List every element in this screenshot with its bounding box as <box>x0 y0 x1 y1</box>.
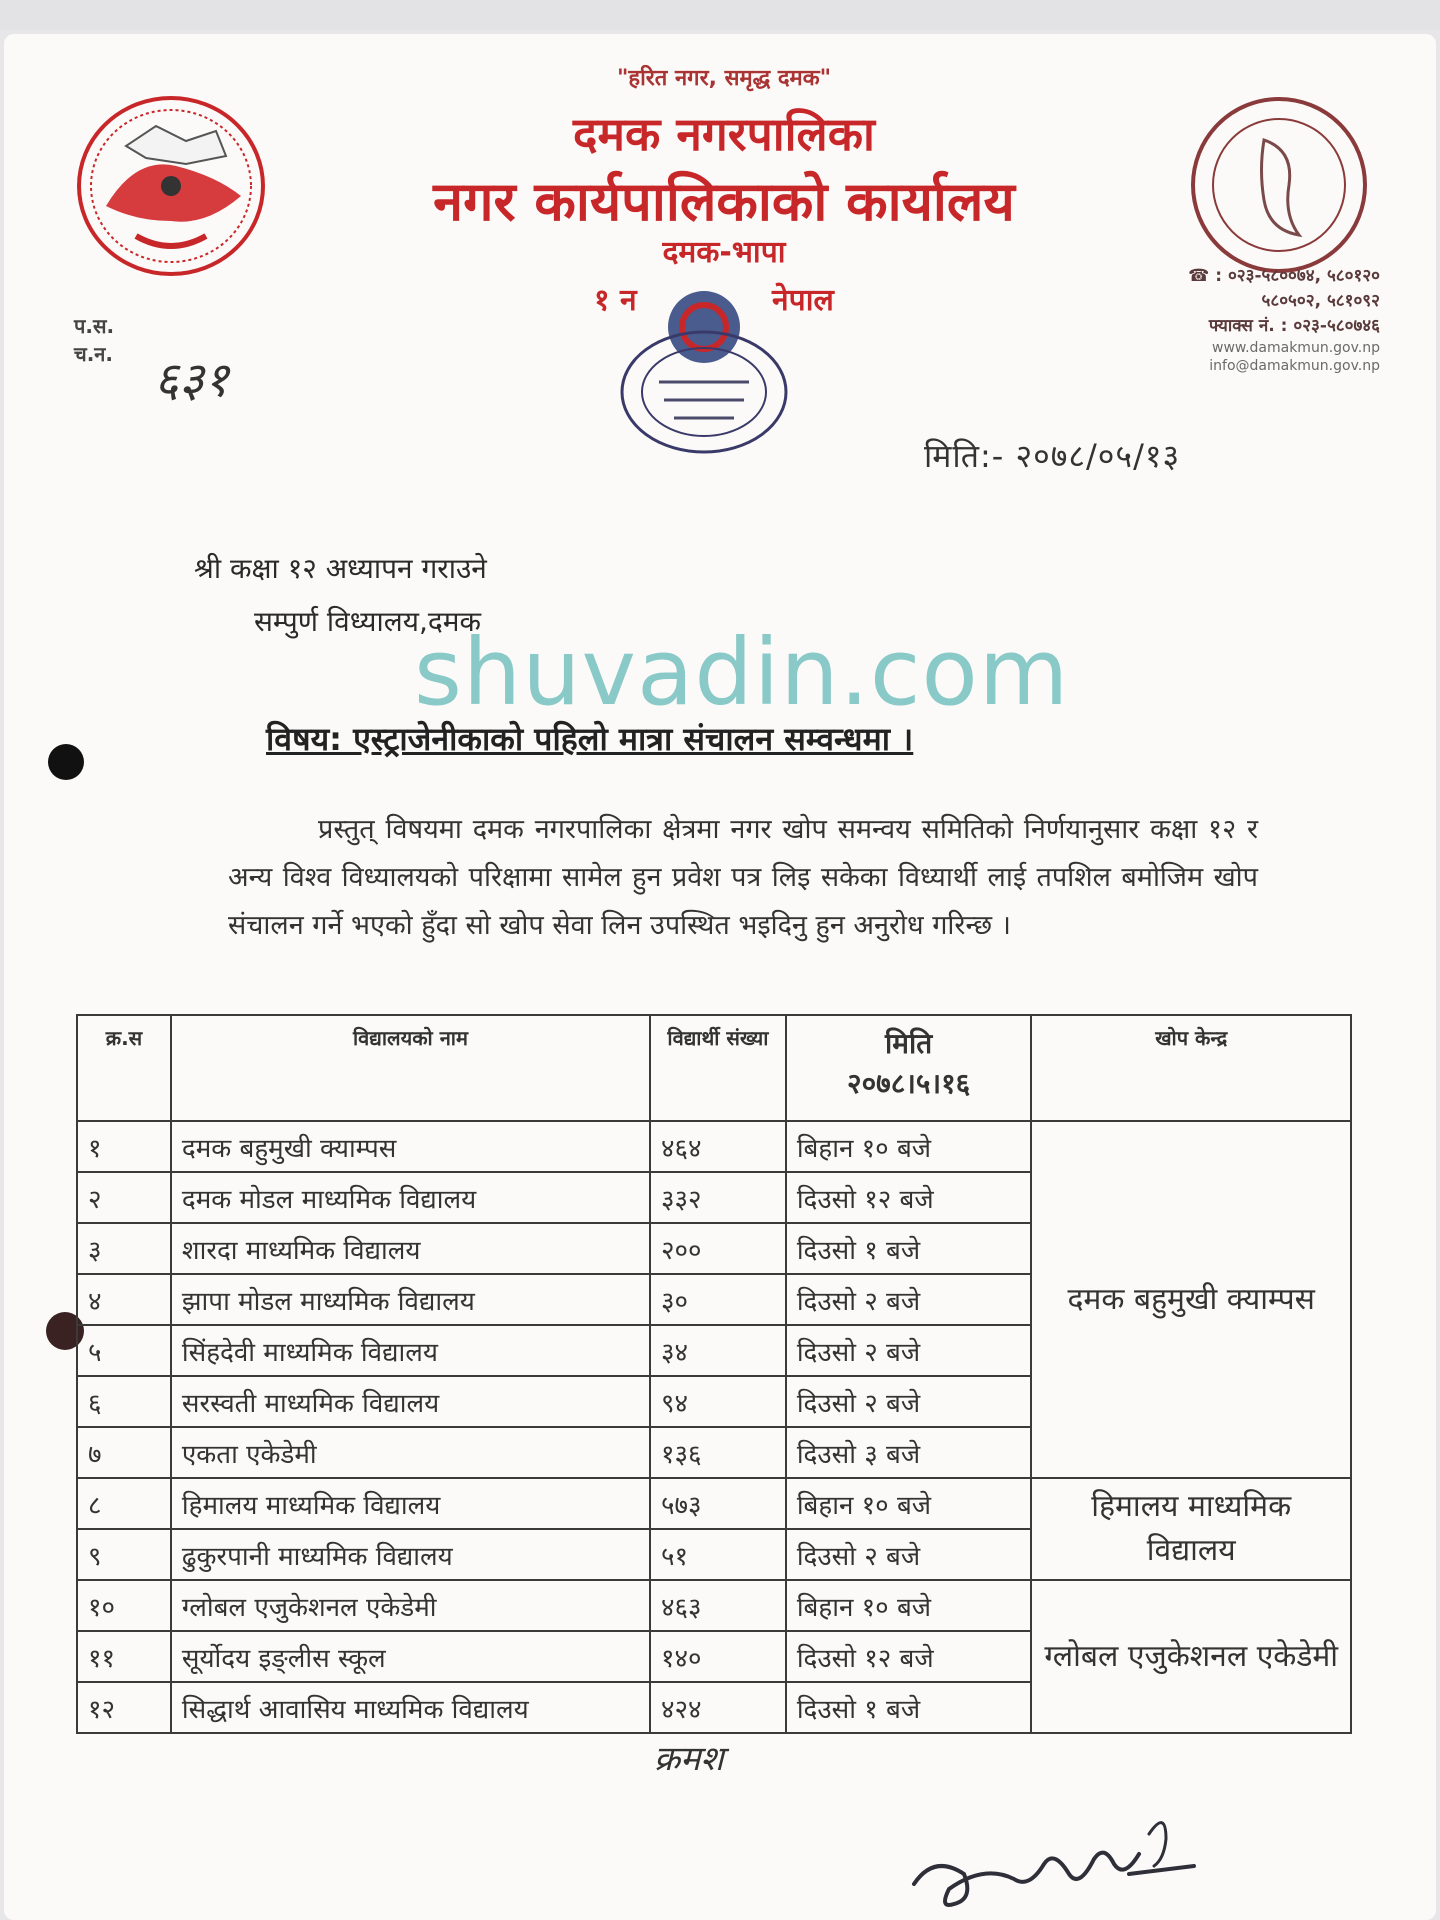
table-row <box>77 1478 1351 1529</box>
cell-time: दिउसो ३ बजे <box>786 1427 1032 1478</box>
vaccination-schedule-table <box>76 1014 1352 1734</box>
letter-date: मिति:- २०७८/०५/१३ <box>924 437 1181 475</box>
cell-school: हिमालय माध्यमिक विद्यालय <box>171 1478 650 1529</box>
cell-sn: ९ <box>77 1529 171 1580</box>
cell-school: सूर्योदय इङ्लीस स्कूल <box>171 1631 650 1682</box>
phone-line-2: ५८०५०२, ५८१०९२ <box>1261 291 1380 311</box>
header-center: खोप केन्द्र <box>1031 1015 1351 1121</box>
cell-sn: ११ <box>77 1631 171 1682</box>
cell-school: दमक मोडल माध्यमिक विद्यालय <box>171 1172 650 1223</box>
body-text: प्रस्तुत् विषयमा दमक नगरपालिका क्षेत्रमा नगर खोप समन्वय समितिको निर्णयानुसार कक्षा १२ र अन्य विश्व विध्यालयको परिक्षामा सामेल हुन प्रवेश पत्र लिइ सकेका विध्यार्थी लाई तपशिल बमोजिम खोप संचालन गर्ने भएको हुँदा सो खोप सेवा लिन उपस्थित भइदिनु हुन अनुरोध गरिन्छ । <box>228 814 1258 941</box>
cell-school: सरस्वती माध्यमिक विद्यालय <box>171 1376 650 1427</box>
cell-time: बिहान १० बजे <box>786 1580 1032 1631</box>
ps-label: प.स. <box>74 314 115 338</box>
email: info@damakmun.gov.np <box>1209 358 1380 374</box>
website: www.damakmun.gov.np <box>1212 340 1380 356</box>
cell-count: ४२४ <box>650 1682 786 1733</box>
cell-school: सिद्धार्थ आवासिय माध्यमिक विद्यालय <box>171 1682 650 1733</box>
table-header-row <box>77 1015 1351 1121</box>
header-date <box>786 1015 1032 1121</box>
cell-time: दिउसो २ बजे <box>786 1325 1032 1376</box>
cell-sn: २ <box>77 1172 171 1223</box>
cell-time: दिउसो १ बजे <box>786 1223 1032 1274</box>
header-date-label: मिति <box>885 1027 933 1060</box>
cn-label: च.न. <box>74 342 113 366</box>
cell-count: ४६३ <box>650 1580 786 1631</box>
cell-school: सिंहदेवी माध्यमिक विद्यालय <box>171 1325 650 1376</box>
watermark: shuvadin.com <box>414 619 1070 726</box>
cell-count: ४६४ <box>650 1121 786 1172</box>
subject-line: विषय: एस्ट्राजेनीकाको पहिलो मात्रा संचालन सम्वन्धमा । <box>266 720 914 758</box>
center-cell-2: हिमालय माध्यमिक विद्यालय <box>1031 1478 1351 1580</box>
reference-labels <box>74 312 114 368</box>
fax-line: फ्याक्स नं. : ०२३-५८०७४६ <box>1208 316 1380 336</box>
table-row <box>77 1121 1351 1172</box>
cell-time: दिउसो १२ बजे <box>786 1631 1032 1682</box>
municipality-name: दमक नगरपालिका <box>573 107 875 161</box>
addressee-line-2: सम्पुर्ण विध्यालय,दमक <box>254 605 481 638</box>
continued-note: क्रमश <box>654 1739 724 1779</box>
phone-line-1: ☎ : ०२३-५८००७४, ५८०१२० <box>1188 266 1380 286</box>
cell-sn: ७ <box>77 1427 171 1478</box>
cell-sn: ५ <box>77 1325 171 1376</box>
office-name: नगर कार्यपालिकाको कार्यालय <box>433 170 1015 233</box>
nepal-emblem-icon <box>66 86 276 286</box>
cell-sn: १२ <box>77 1682 171 1733</box>
cell-sn: १० <box>77 1580 171 1631</box>
office-stamp-icon <box>604 282 804 482</box>
cell-school: ग्लोबल एजुकेशनल एकेडेमी <box>171 1580 650 1631</box>
location-line-1: दमक-भापा <box>662 235 786 270</box>
cell-count: १३६ <box>650 1427 786 1478</box>
cell-count: ५१ <box>650 1529 786 1580</box>
center-cell-3: ग्लोबल एजुकेशनल एकेडेमी <box>1031 1580 1351 1733</box>
cell-time: दिउसो १२ बजे <box>786 1172 1032 1223</box>
cell-time: दिउसो २ बजे <box>786 1376 1032 1427</box>
municipality-seal-icon <box>1184 90 1374 280</box>
cell-school: झापा मोडल माध्यमिक विद्यालय <box>171 1274 650 1325</box>
addressee-line-1: श्री कक्षा १२ अध्यापन गराउने <box>194 552 487 585</box>
cell-count: ३४ <box>650 1325 786 1376</box>
cell-count: २०० <box>650 1223 786 1274</box>
header-school: विद्यालयको नाम <box>171 1015 650 1121</box>
cell-time: बिहान १० बजे <box>786 1121 1032 1172</box>
top-bar <box>0 0 1440 30</box>
cell-sn: ४ <box>77 1274 171 1325</box>
contact-block <box>1040 264 1380 375</box>
center-cell-1: दमक बहुमुखी क्याम्पस <box>1031 1121 1351 1478</box>
cell-count: ५७३ <box>650 1478 786 1529</box>
signature-icon <box>904 1804 1204 1920</box>
cell-time: दिउसो २ बजे <box>786 1529 1032 1580</box>
punch-hole-top <box>48 744 84 780</box>
cell-sn: ६ <box>77 1376 171 1427</box>
location-line-2-right: नेपाल <box>772 283 834 318</box>
cell-count: ९४ <box>650 1376 786 1427</box>
letter-document <box>4 34 1436 1920</box>
header-date-value: २०७८।५।१६ <box>847 1067 971 1100</box>
header-students: विद्यार्थी संख्या <box>650 1015 786 1121</box>
header-sn: क्र.स <box>77 1015 171 1121</box>
cell-count: १४० <box>650 1631 786 1682</box>
cell-school: एकता एकेडेमी <box>171 1427 650 1478</box>
dispatch-number: ६३१ <box>154 352 229 408</box>
cell-school: शारदा माध्यमिक विद्यालय <box>171 1223 650 1274</box>
cell-time: दिउसो १ बजे <box>786 1682 1032 1733</box>
cell-sn: ८ <box>77 1478 171 1529</box>
cell-sn: १ <box>77 1121 171 1172</box>
table-row <box>77 1580 1351 1631</box>
cell-sn: ३ <box>77 1223 171 1274</box>
slogan: "हरित नगर, समृद्ध दमक" <box>616 66 832 91</box>
cell-count: ३३२ <box>650 1172 786 1223</box>
cell-time: बिहान १० बजे <box>786 1478 1032 1529</box>
cell-school: ढुकुरपानी माध्यमिक विद्यालय <box>171 1529 650 1580</box>
cell-time: दिउसो २ बजे <box>786 1274 1032 1325</box>
location-line-2-left: १ न <box>594 283 637 318</box>
cell-count: ३० <box>650 1274 786 1325</box>
cell-school: दमक बहुमुखी क्याम्पस <box>171 1121 650 1172</box>
body-paragraph <box>228 806 1258 950</box>
